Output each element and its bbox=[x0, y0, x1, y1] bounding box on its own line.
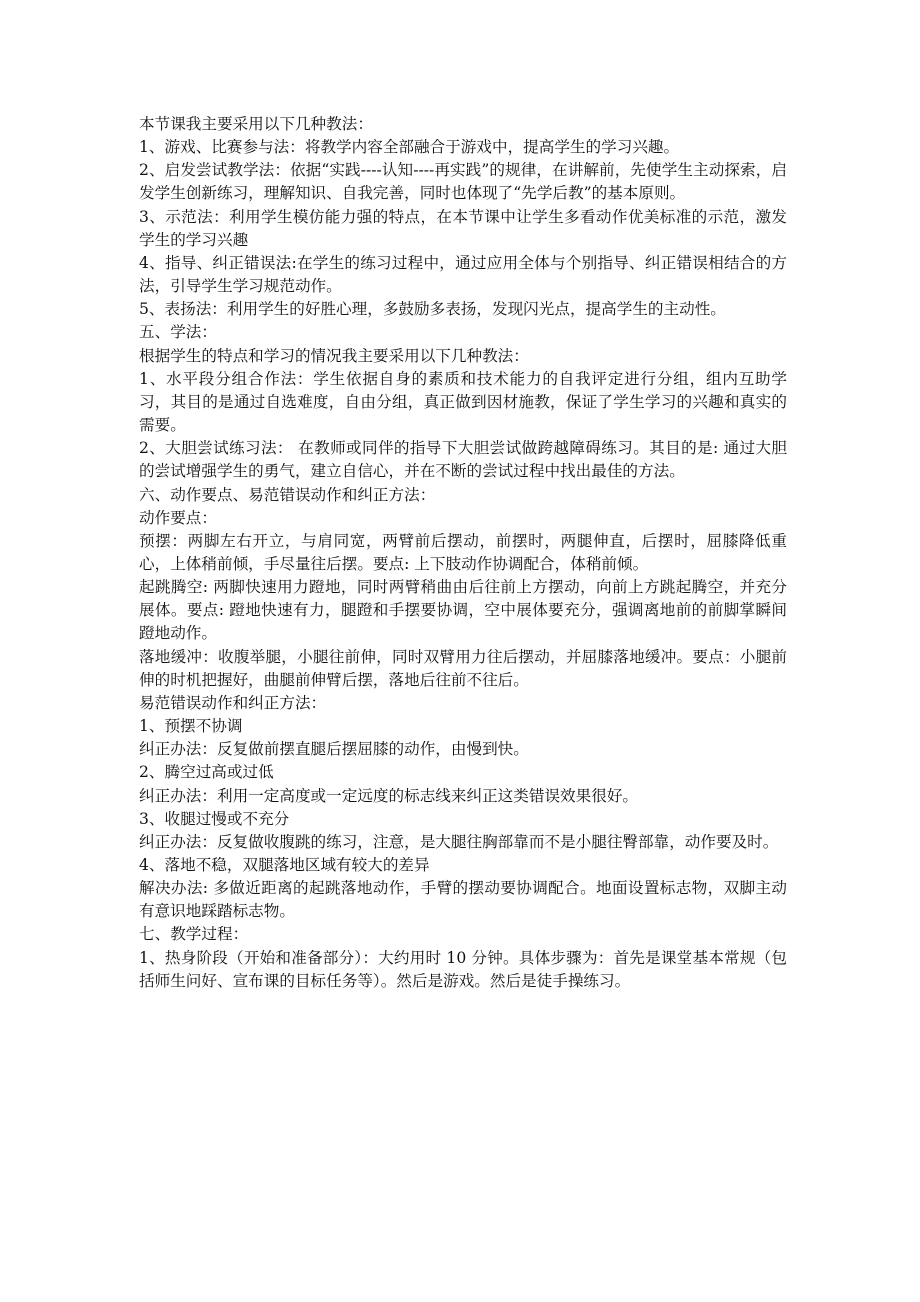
learning-methods-intro: 根据学生的特点和学习的情况我主要采用以下几种教法： bbox=[139, 346, 529, 365]
method-4-correction: 4、指导、纠正错误法:在学生的练习过程中，通过应用全体与个别指导、纠正错误相结合的方法，引导学生学习规范动作。 bbox=[139, 253, 787, 296]
key-points-heading: 动作要点： bbox=[139, 508, 217, 527]
errors-heading: 易范错误动作和纠正方法： bbox=[139, 693, 327, 712]
key-point-preswing: 预摆：两脚左右开立，与肩同宽，两臂前后摆动，前摆时，两腿伸直，后摆时，屈膝降低重心，上体稍前倾，手尽量往后摆。要点: 上下肢动作协调配合，体稍前倾。 bbox=[139, 531, 787, 573]
error-3: 3、收腿过慢或不充分 bbox=[139, 809, 290, 828]
error-4: 4、落地不稳，双腿落地区域有较大的差异 bbox=[139, 856, 430, 874]
method-5-praise: 5、表扬法：利用学生的好胜心理，多鼓励多表扬，发现闪光点，提高学生的主动性。 bbox=[139, 300, 726, 319]
section-5-heading: 五、学法： bbox=[139, 323, 217, 342]
section-7-heading: 七、教学过程： bbox=[139, 925, 249, 944]
key-point-landing: 落地缓冲：收腹举腿，小腿往前伸，同时双臂用力往后摆动，并屈膝落地缓冲。要点：小腿前伸的时机把握好，曲腿前伸臂后摆，落地后往前不往后。 bbox=[139, 647, 787, 689]
error-2: 2、腾空过高或过低 bbox=[139, 763, 274, 782]
process-step-1: 1、热身阶段（开始和准备部分）：大约用时 10 分钟。具体步骤为：首先是课堂基本常规（包括师生问好、宣布课的目标任务等）。然后是游戏。然后是徒手操练习。 bbox=[139, 948, 787, 990]
error-3-fix: 纠正办法：反复做收腹跳的练习，注意，是大腿往胸部靠而不是小腿往臀部靠，动作要及时。 bbox=[139, 832, 779, 851]
learning-method-1: 1、水平段分组合作法：学生依据自身的素质和技术能力的自我评定进行分组，组内互助学习，其目的是通过自选难度，自由分组，真正做到因材施教，保证了学生学习的兴趣和真实的需要。 bbox=[139, 369, 787, 435]
teaching-methods-intro: 本节课我主要采用以下几种教法： bbox=[139, 115, 373, 133]
method-1-game: 1、游戏、比赛参与法：将教学内容全部融合于游戏中，提高学生的学习兴趣。 bbox=[139, 138, 680, 157]
document-body bbox=[139, 113, 787, 993]
learning-method-2: 2、大胆尝试练习法： 在教师或同伴的指导下大胆尝试做跨越障碍练习。其目的是: 通过大胆的尝试增强学生的勇气，建立自信心，并在不断的尝试过程中找出最佳的方法。 bbox=[139, 439, 787, 481]
error-1-fix: 纠正办法：反复做前摆直腿后摆屈膝的动作，由慢到快。 bbox=[139, 740, 529, 759]
method-2-heuristic: 2、启发尝试教学法：依据“实践----认知----再实践”的规律，在讲解前，先使学生主动探索，启发学生创新练习，理解知识、自我完善，同时也体现了“先学后教”的基本原则。 bbox=[139, 161, 787, 203]
key-point-takeoff: 起跳腾空: 两脚快速用力蹬地，同时两臂稍曲由后往前上方摆动，向前上方跳起腾空，并充分展体。要点: 蹬地快速有力，腿蹬和手摆要协调，空中展体要充分，强调离地前的前脚掌瞬间蹬地动作。 bbox=[139, 578, 787, 643]
error-2-fix: 纠正办法：利用一定高度或一定远度的标志线来纠正这类错误效果很好。 bbox=[139, 786, 639, 805]
error-4-fix: 解决办法: 多做近距离的起跳落地动作，手臂的摆动要协调配合。地面设置标志物，双脚主动有意识地踩踏标志物。 bbox=[139, 879, 787, 921]
section-6-heading: 六、动作要点、易范错误动作和纠正方法： bbox=[139, 485, 436, 504]
error-1: 1、预摆不协调 bbox=[139, 717, 243, 736]
method-3-demonstration: 3、示范法：利用学生模仿能力强的特点，在本节课中让学生多看动作优美标准的示范，激发学生的学习兴趣 bbox=[139, 207, 787, 249]
